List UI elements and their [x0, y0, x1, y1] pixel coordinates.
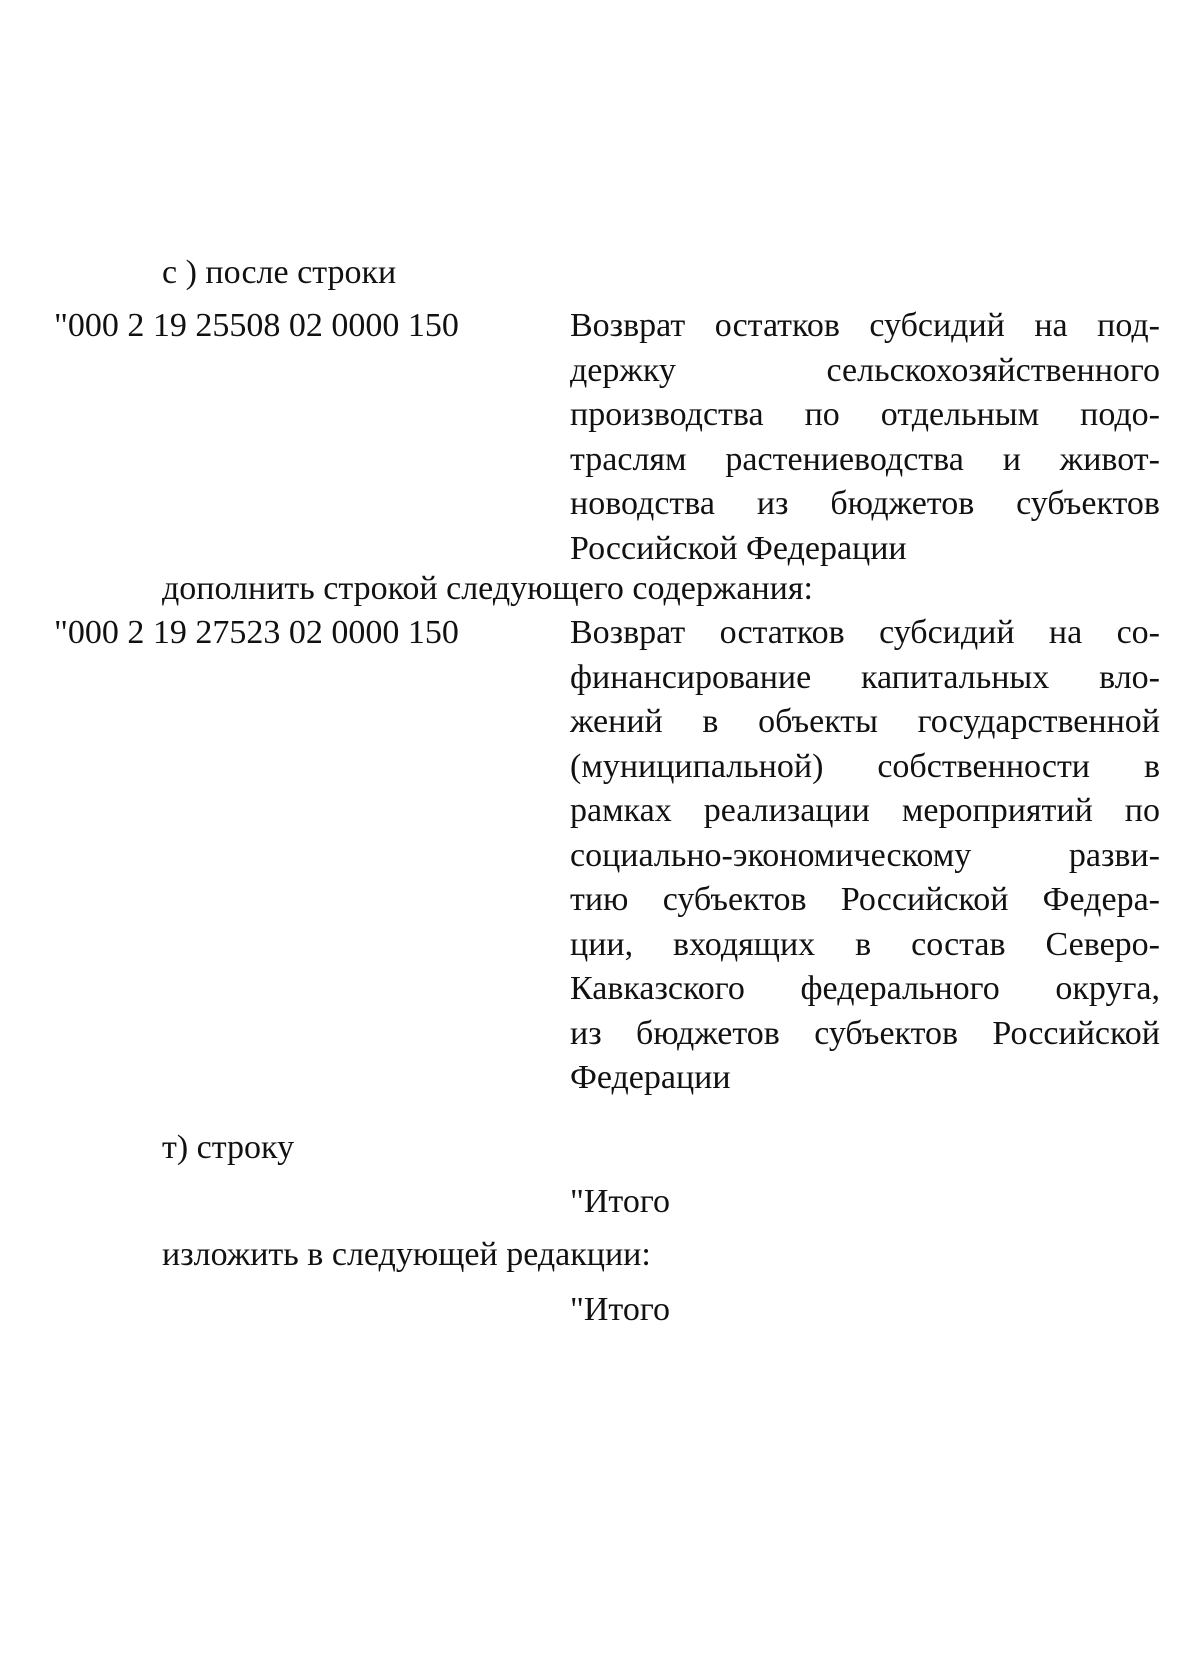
row1-description-line: держку сельскохозяйственного: [570, 351, 1160, 389]
row2-description-line: жений в объекты государственной: [570, 703, 1160, 740]
row2-description-line: Возврат остатков субсидий на со-: [570, 614, 1160, 651]
row1-description-line: Российской Федерации: [570, 529, 907, 567]
item-t-heading: т) строку: [162, 1129, 295, 1166]
row2-description-line: социально-экономическому разви-: [570, 836, 1160, 874]
add-row-phrase: дополнить строкой следующего содержания:: [162, 570, 813, 607]
row2-description-line: (муниципальной) собственности в: [570, 747, 1160, 785]
row2-description-line: ции, входящих в состав Северо-: [570, 925, 1160, 963]
row2-description-line: из бюджетов субъектов Российской: [570, 1014, 1160, 1052]
restate-phrase: изложить в следующей редакции:: [162, 1236, 651, 1273]
row2-description-line: Федерации: [570, 1059, 731, 1096]
row1-code: "000 2 19 25508 02 0000 150: [54, 307, 459, 344]
row1-description-line: новодства из бюджетов субъектов: [570, 485, 1160, 522]
row2-description: [570, 611, 1160, 1101]
row2-code: "000 2 19 27523 02 0000 150: [54, 614, 459, 651]
row1-description-line: Возврат остатков субсидий на под-: [570, 307, 1160, 344]
row1-description: [570, 304, 1160, 571]
total-old: "Итого: [570, 1183, 670, 1220]
item-c-heading: с ) после строки: [162, 254, 397, 291]
total-new: "Итого: [570, 1291, 670, 1328]
row1-description-line: производства по отдельным подо-: [570, 396, 1160, 433]
row2-description-line: Кавказского федерального округа,: [570, 970, 1160, 1007]
row2-description-line: финансирование капитальных вло-: [570, 658, 1160, 696]
row2-description-line: рамках реализации мероприятий по: [570, 792, 1160, 829]
row2-description-line: тию субъектов Российской Федера-: [570, 881, 1160, 918]
row1-description-line: траслям растениеводства и живот-: [570, 440, 1160, 478]
